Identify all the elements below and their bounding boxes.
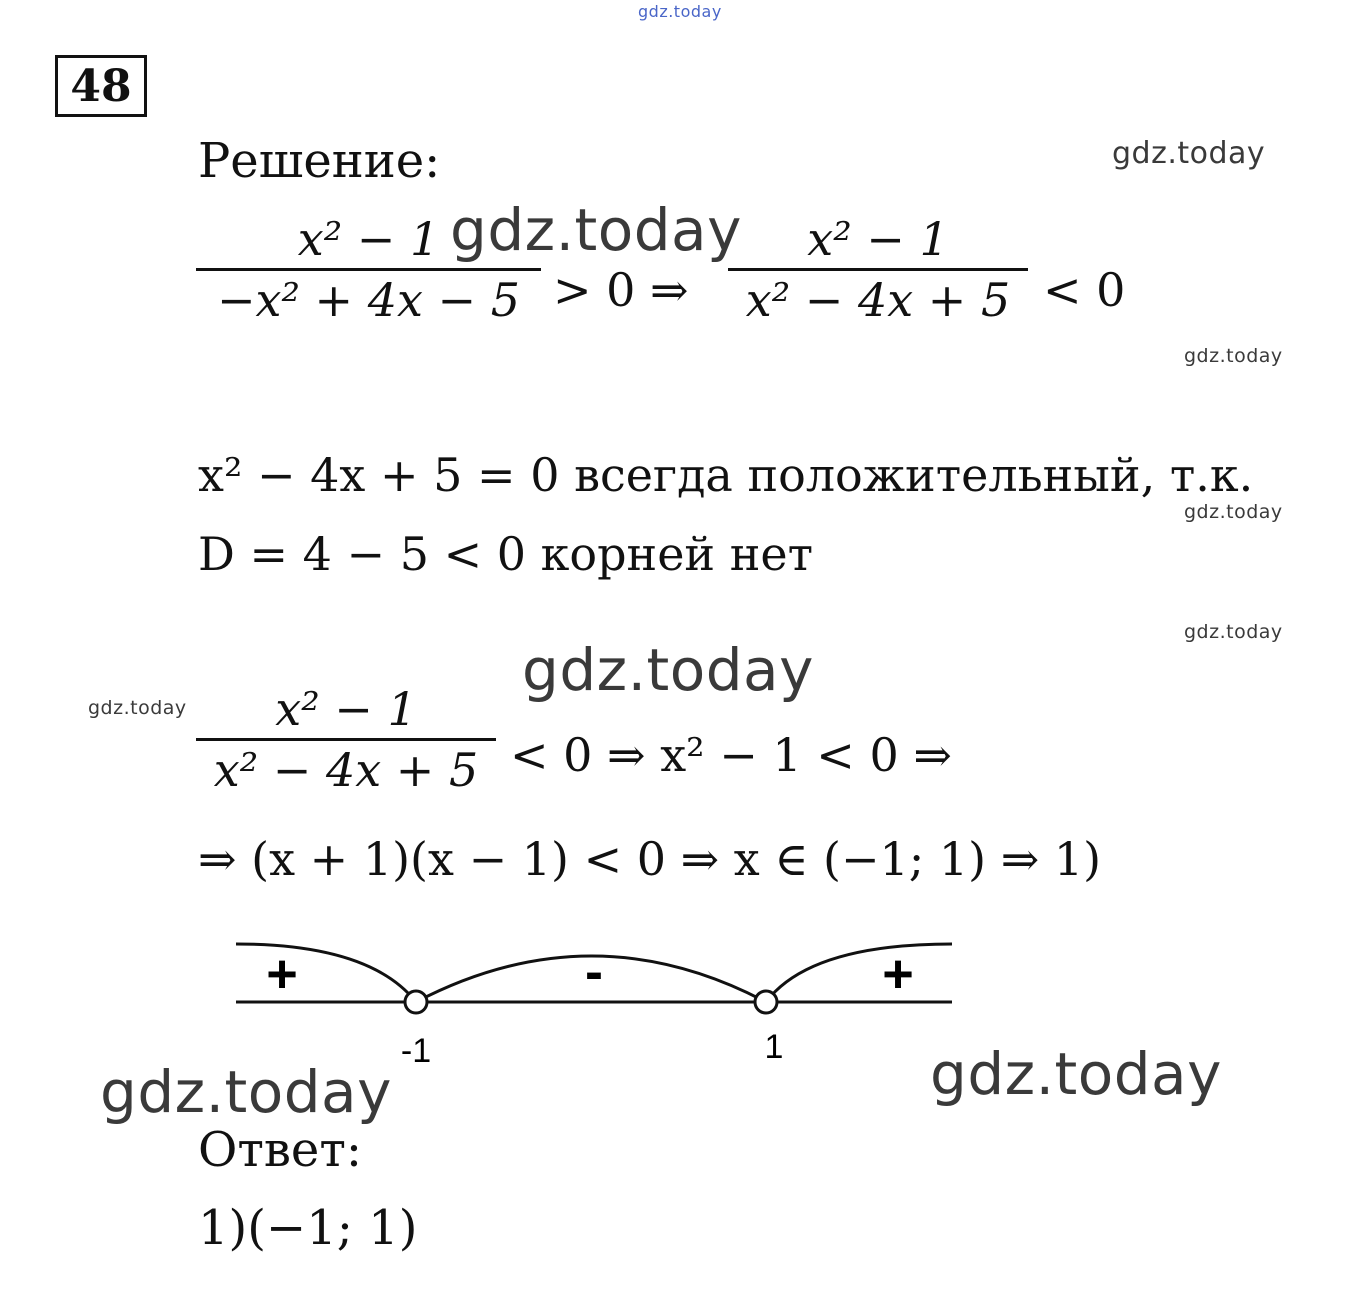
number-line [230,930,970,1070]
watermark-small: gdz.today [1184,621,1283,643]
solution-heading: Решение: [198,133,441,189]
discriminant-statement: x² − 4x + 5 = 0 всегда положительный, т.к. [198,448,1254,502]
implication-text: > 0 ⇒ [553,263,689,317]
sign-minus: - [585,942,603,1002]
fraction-bar [196,738,496,741]
watermark-small: gdz.today [1184,501,1283,523]
sign-arc-right [766,944,952,1002]
fraction-denominator: x² − 4x + 5 [213,743,479,797]
watermark: gdz.today [1112,136,1266,171]
fraction-denominator: −x² + 4x − 5 [217,273,520,327]
watermark-large: gdz.today [930,1040,1222,1108]
watermark-large: gdz.today [450,196,742,264]
watermark-small: gdz.today [1184,345,1283,367]
fraction-numerator: x² − 1 [807,212,949,266]
answer-heading: Ответ: [198,1122,363,1178]
point-label-minus-one: -1 [400,1032,432,1070]
fraction-bar [196,268,541,271]
inequality-tail: < 0 [1043,263,1126,317]
fraction-bar [728,268,1028,271]
sign-plus-left: + [266,944,298,1004]
fraction-denominator: x² − 4x + 5 [745,273,1011,327]
problem-number: 48 [55,55,147,117]
watermark-top: gdz.today [638,2,722,21]
fraction-numerator: x² − 1 [275,682,417,736]
point-label-one: 1 [764,1028,784,1066]
open-point-one [755,991,777,1013]
open-point-minus-one [405,991,427,1013]
watermark-large: gdz.today [522,636,814,704]
watermark-small: gdz.today [88,697,187,719]
fraction-left [196,212,541,327]
sign-arc-left [236,944,416,1002]
sign-plus-right: + [882,944,914,1004]
discriminant-value: D = 4 − 5 < 0 корней нет [198,527,814,581]
fraction-right [728,212,1028,327]
inequality-chain: < 0 ⇒ x² − 1 < 0 ⇒ [510,728,952,782]
factorization-line: ⇒ (x + 1)(x − 1) < 0 ⇒ x ∈ (−1; 1) ⇒ 1) [198,832,1102,886]
watermark-large: gdz.today [100,1058,392,1126]
fraction-numerator: x² − 1 [297,212,440,266]
answer-value: 1)(−1; 1) [198,1200,418,1256]
fraction-simplified [196,682,496,797]
